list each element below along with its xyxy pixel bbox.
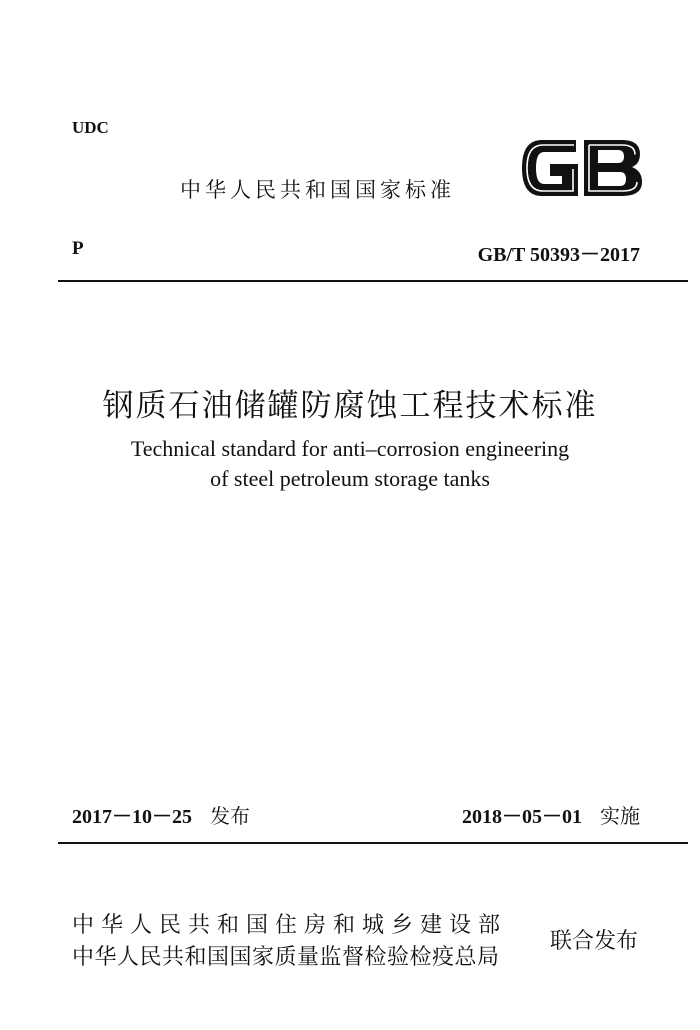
gb-logo: [518, 136, 644, 200]
standard-number: GB/T 50393－2017: [477, 244, 640, 266]
top-divider: [58, 280, 688, 282]
bottom-divider: [58, 842, 688, 844]
gb-logo-icon: [518, 136, 644, 200]
issue-date-block: [72, 800, 250, 829]
national-standard-issuer: 中华人民共和国国家标准: [180, 178, 455, 202]
issuer-ministry-housing: 中华人民共和国住房和城乡建设部: [72, 913, 508, 938]
joint-issue-label: 联合发布: [550, 929, 639, 954]
implement-date: 2018－05－01: [462, 806, 582, 828]
issue-date: 2017－10－25: [72, 806, 192, 828]
udc-label: UDC: [72, 118, 109, 137]
implement-date-block: [462, 800, 640, 829]
title-english: [0, 434, 700, 494]
issue-label: 发布: [210, 804, 250, 828]
title-english-line1: Technical standard for anti–corrosion engineering: [130, 436, 570, 461]
title-chinese: 钢质石油储罐防腐蚀工程技术标准: [102, 388, 598, 424]
implement-label: 实施: [600, 804, 640, 828]
classification-code: P: [72, 238, 84, 259]
issuer-aqsiq: 中华人民共和国国家质量监督检验检疫总局: [72, 945, 500, 970]
title-english-line2: of steel petroleum storage tanks: [210, 466, 490, 491]
